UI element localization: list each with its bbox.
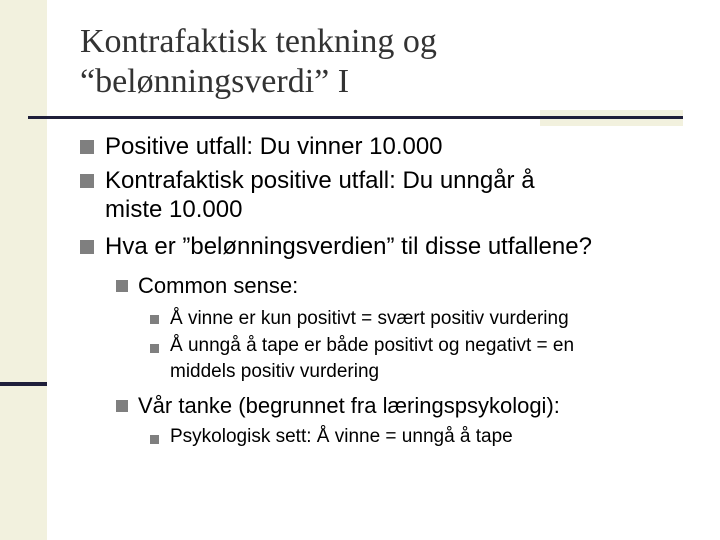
title-underline-rule bbox=[28, 116, 683, 119]
square-bullet-icon bbox=[116, 280, 128, 292]
bullet-counterfactual-outcome bbox=[105, 166, 535, 224]
square-bullet-icon bbox=[150, 435, 159, 444]
left-band-accent-rule bbox=[0, 382, 47, 386]
slide-title-line-2: “belønningsverdi” I bbox=[80, 63, 350, 100]
square-bullet-icon bbox=[80, 140, 94, 154]
sub-sub-bullet-winning: Å vinne er kun positivt = svært positiv vurdering bbox=[170, 308, 569, 329]
sub-sub-bullet-avoid-losing-line-1: Å unngå å tape er både positivt og negativt = en bbox=[170, 335, 575, 356]
left-decorative-band bbox=[0, 0, 47, 540]
sub-bullet-common-sense: Common sense: bbox=[138, 273, 299, 298]
slide-title bbox=[80, 22, 700, 102]
square-bullet-icon bbox=[150, 315, 159, 324]
square-bullet-icon bbox=[80, 174, 94, 188]
square-bullet-icon bbox=[116, 400, 128, 412]
bullet-counterfactual-line-2: miste 10.000 bbox=[105, 196, 243, 223]
bullet-reward-value-question: Hva er ”belønningsverdien” til disse utfallene? bbox=[105, 233, 592, 260]
bullet-positive-outcome: Positive utfall: Du vinner 10.000 bbox=[105, 133, 443, 160]
sub-bullet-our-view: Vår tanke (begrunnet fra læringspsykologi): bbox=[138, 393, 560, 418]
square-bullet-icon bbox=[150, 344, 159, 353]
sub-sub-bullet-avoid-losing-line-2: middels positiv vurdering bbox=[170, 361, 380, 382]
square-bullet-icon bbox=[80, 240, 94, 254]
slide-title-line-1: Kontrafaktisk tenkning og bbox=[80, 23, 437, 60]
bullet-counterfactual-line-1: Kontrafaktisk positive utfall: Du unngår å bbox=[105, 167, 535, 194]
sub-sub-bullet-avoid-losing bbox=[170, 333, 574, 385]
sub-sub-bullet-psychologically: Psykologisk sett: Å vinne = unngå å tape bbox=[170, 426, 513, 447]
